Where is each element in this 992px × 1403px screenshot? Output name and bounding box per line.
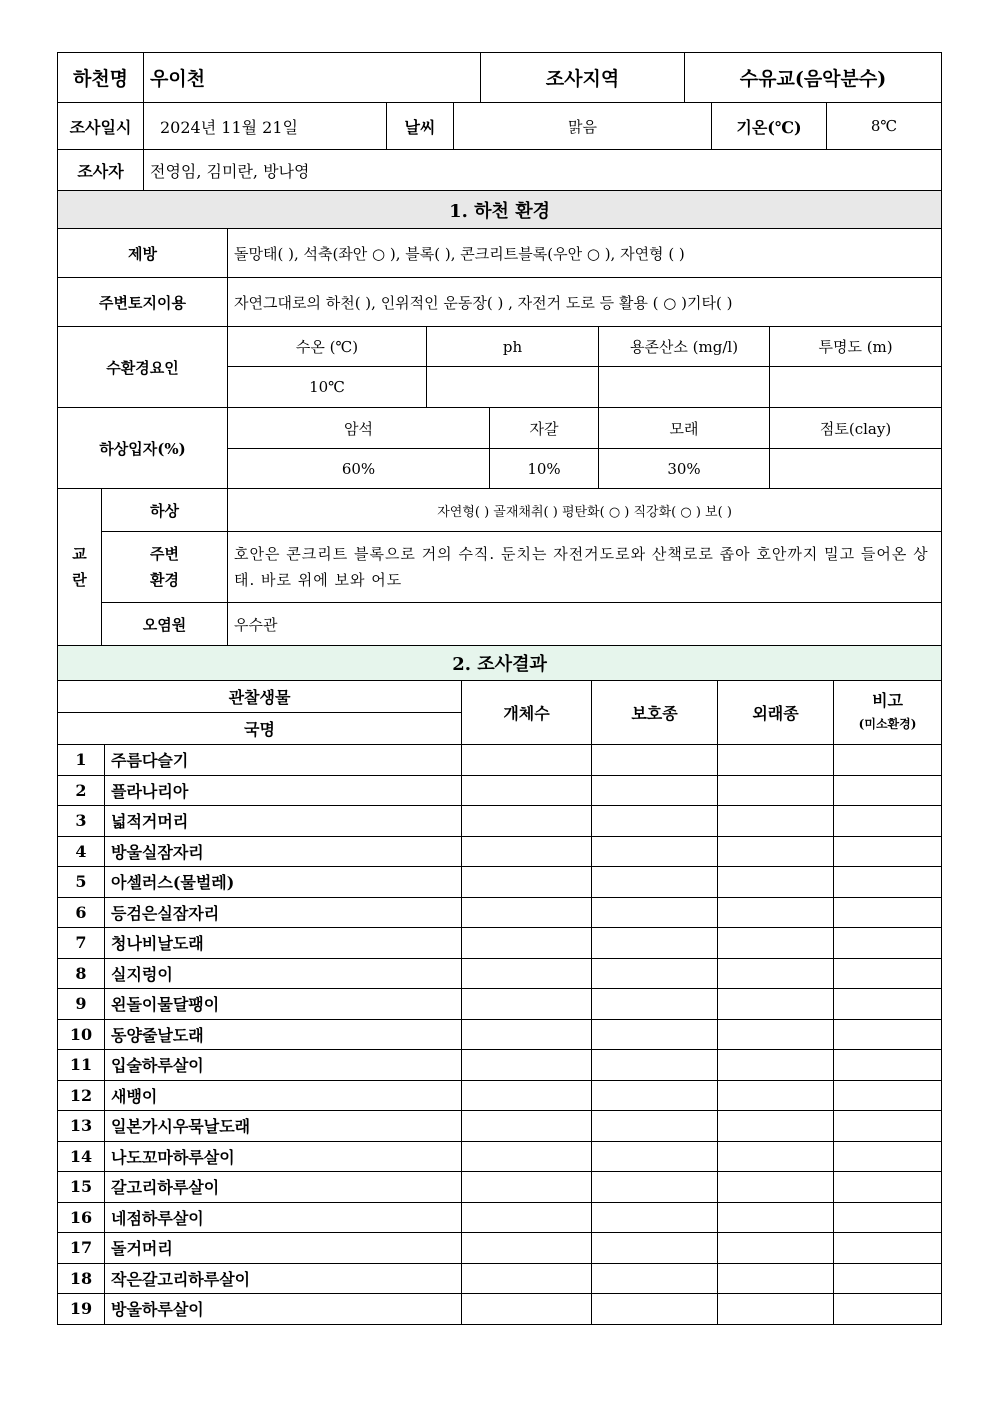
species-note-cell bbox=[834, 775, 942, 806]
species-note-cell bbox=[834, 1233, 942, 1264]
species-count-cell bbox=[462, 1294, 592, 1325]
table-row bbox=[58, 867, 942, 898]
species-alien-cell bbox=[718, 867, 834, 898]
species-note-cell bbox=[834, 989, 942, 1020]
species-number: 1 bbox=[58, 745, 105, 776]
disturbance-label bbox=[58, 489, 102, 646]
land-use-label: 주변토지이용 bbox=[58, 278, 228, 327]
table-row bbox=[58, 1080, 942, 1111]
section-title-results: 2. 조사결과 bbox=[58, 646, 942, 681]
species-protected-cell bbox=[592, 1294, 718, 1325]
species-number: 13 bbox=[58, 1111, 105, 1142]
species-note-cell bbox=[834, 745, 942, 776]
table-row bbox=[58, 836, 942, 867]
species-alien-cell bbox=[718, 745, 834, 776]
species-count-cell bbox=[462, 836, 592, 867]
species-note-cell bbox=[834, 1050, 942, 1081]
table-row bbox=[58, 928, 942, 959]
species-note-cell bbox=[834, 836, 942, 867]
water-factors-label: 수환경요인 bbox=[58, 327, 228, 408]
species-number: 12 bbox=[58, 1080, 105, 1111]
table-row bbox=[58, 1263, 942, 1294]
section-title-environment: 1. 하천 환경 bbox=[58, 191, 942, 229]
species-name: 작은갈고리하루살이 bbox=[105, 1263, 462, 1294]
water-header-do: 용존산소 (mg/l) bbox=[599, 327, 770, 367]
table-row bbox=[58, 989, 942, 1020]
species-count-cell bbox=[462, 958, 592, 989]
species-alien-cell bbox=[718, 1080, 834, 1111]
river-name-value: 우이천 bbox=[144, 53, 481, 103]
species-name: 실지렁이 bbox=[105, 958, 462, 989]
water-value-do bbox=[599, 367, 770, 408]
species-count-cell bbox=[462, 806, 592, 837]
species-alien-cell bbox=[718, 1111, 834, 1142]
species-name: 동양줄날도래 bbox=[105, 1019, 462, 1050]
species-protected-cell bbox=[592, 806, 718, 837]
species-count-cell bbox=[462, 1263, 592, 1294]
pollution-source-label: 오염원 bbox=[102, 603, 228, 646]
header-table-2 bbox=[57, 102, 942, 150]
species-alien-cell bbox=[718, 1019, 834, 1050]
species-name: 네점하루살이 bbox=[105, 1202, 462, 1233]
organism-header: 관찰생물 bbox=[58, 681, 462, 713]
species-name: 새뱅이 bbox=[105, 1080, 462, 1111]
species-count-cell bbox=[462, 928, 592, 959]
species-name: 넓적거머리 bbox=[105, 806, 462, 837]
alien-header: 외래종 bbox=[718, 681, 834, 745]
table-row bbox=[58, 806, 942, 837]
water-header-temp: 수온 (℃) bbox=[228, 327, 427, 367]
species-number: 19 bbox=[58, 1294, 105, 1325]
species-name: 돌거머리 bbox=[105, 1233, 462, 1264]
species-note-cell bbox=[834, 1019, 942, 1050]
species-protected-cell bbox=[592, 745, 718, 776]
species-count-cell bbox=[462, 1141, 592, 1172]
table-row bbox=[58, 897, 942, 928]
disturbance-label-2: 란 bbox=[72, 571, 87, 589]
species-alien-cell bbox=[718, 1172, 834, 1203]
bed-value-gravel: 10% bbox=[490, 449, 599, 489]
species-number: 3 bbox=[58, 806, 105, 837]
species-count-cell bbox=[462, 897, 592, 928]
species-name: 입술하루살이 bbox=[105, 1050, 462, 1081]
river-name-label: 하천명 bbox=[58, 53, 144, 103]
species-number: 9 bbox=[58, 989, 105, 1020]
survey-area-value: 수유교(음악분수) bbox=[685, 53, 942, 103]
species-protected-cell bbox=[592, 1080, 718, 1111]
species-protected-cell bbox=[592, 1111, 718, 1142]
table-row bbox=[58, 1172, 942, 1203]
note-header-sub: (미소환경) bbox=[858, 717, 917, 731]
water-value-temp: 10℃ bbox=[228, 367, 427, 408]
species-number: 11 bbox=[58, 1050, 105, 1081]
species-protected-cell bbox=[592, 1202, 718, 1233]
species-protected-cell bbox=[592, 1050, 718, 1081]
species-alien-cell bbox=[718, 1294, 834, 1325]
water-value-ph bbox=[427, 367, 599, 408]
species-number: 7 bbox=[58, 928, 105, 959]
table-row bbox=[58, 1141, 942, 1172]
korean-name-header: 국명 bbox=[58, 713, 462, 745]
species-note-cell bbox=[834, 1294, 942, 1325]
species-name: 등검은실잠자리 bbox=[105, 897, 462, 928]
species-name: 청나비날도래 bbox=[105, 928, 462, 959]
species-alien-cell bbox=[718, 806, 834, 837]
survey-date-value: 2024년 11월 21일 bbox=[144, 103, 387, 150]
count-header: 개체수 bbox=[462, 681, 592, 745]
species-alien-cell bbox=[718, 1233, 834, 1264]
species-note-cell bbox=[834, 1080, 942, 1111]
species-alien-cell bbox=[718, 958, 834, 989]
table-row bbox=[58, 1294, 942, 1325]
species-number: 16 bbox=[58, 1202, 105, 1233]
table-row bbox=[58, 1233, 942, 1264]
species-number: 14 bbox=[58, 1141, 105, 1172]
species-count-cell bbox=[462, 775, 592, 806]
species-protected-cell bbox=[592, 989, 718, 1020]
species-protected-cell bbox=[592, 958, 718, 989]
species-count-cell bbox=[462, 1019, 592, 1050]
species-number: 8 bbox=[58, 958, 105, 989]
header-table-3 bbox=[57, 149, 942, 191]
species-number: 6 bbox=[58, 897, 105, 928]
species-note-cell bbox=[834, 958, 942, 989]
species-name: 갈고리하루살이 bbox=[105, 1172, 462, 1203]
surroundings-label-1: 주변 bbox=[150, 545, 179, 563]
bed-header-gravel: 자갈 bbox=[490, 408, 599, 449]
survey-results-table bbox=[57, 645, 942, 1325]
species-note-cell bbox=[834, 1172, 942, 1203]
species-note-cell bbox=[834, 806, 942, 837]
note-header-title: 비고 bbox=[872, 691, 903, 710]
species-count-cell bbox=[462, 1202, 592, 1233]
species-count-cell bbox=[462, 1111, 592, 1142]
weather-value: 맑음 bbox=[454, 103, 712, 150]
species-name: 왼돌이물달팽이 bbox=[105, 989, 462, 1020]
bed-value-sand: 30% bbox=[599, 449, 770, 489]
species-count-cell bbox=[462, 745, 592, 776]
species-number: 5 bbox=[58, 867, 105, 898]
surroundings-value: 호안은 콘크리트 블록으로 거의 수직. 둔치는 자전거도로와 산책로로 좁아 호안까지 밀고 들어온 상태. 바로 위에 보와 어도 bbox=[228, 532, 942, 603]
water-header-ph: ph bbox=[427, 327, 599, 367]
species-note-cell bbox=[834, 1263, 942, 1294]
species-note-cell bbox=[834, 897, 942, 928]
surroundings-label-2: 환경 bbox=[150, 571, 179, 589]
species-protected-cell bbox=[592, 1233, 718, 1264]
bed-header-sand: 모래 bbox=[599, 408, 770, 449]
weather-label: 날씨 bbox=[387, 103, 454, 150]
species-note-cell bbox=[834, 1111, 942, 1142]
species-alien-cell bbox=[718, 928, 834, 959]
species-number: 15 bbox=[58, 1172, 105, 1203]
levee-label: 제방 bbox=[58, 229, 228, 278]
water-value-transparency bbox=[770, 367, 942, 408]
species-protected-cell bbox=[592, 1019, 718, 1050]
species-count-cell bbox=[462, 1172, 592, 1203]
species-name: 주름다슬기 bbox=[105, 745, 462, 776]
species-name: 일본가시우묵날도래 bbox=[105, 1111, 462, 1142]
species-list bbox=[58, 745, 942, 1325]
species-name: 플라나리아 bbox=[105, 775, 462, 806]
disturbance-label-1: 교 bbox=[72, 545, 87, 563]
table-row bbox=[58, 1111, 942, 1142]
species-note-cell bbox=[834, 867, 942, 898]
species-count-cell bbox=[462, 989, 592, 1020]
species-protected-cell bbox=[592, 928, 718, 959]
species-name: 방울하루살이 bbox=[105, 1294, 462, 1325]
species-number: 17 bbox=[58, 1233, 105, 1264]
species-note-cell bbox=[834, 928, 942, 959]
land-use-value: 자연그대로의 하천( ), 인위적인 운동장( ) , 자전거 도로 등 활용 ( ○ )기타( ) bbox=[228, 278, 942, 327]
species-protected-cell bbox=[592, 1172, 718, 1203]
species-number: 2 bbox=[58, 775, 105, 806]
riverbed-label: 하상 bbox=[102, 489, 228, 532]
pollution-source-value: 우수관 bbox=[228, 603, 942, 646]
table-row bbox=[58, 775, 942, 806]
bed-header-rock: 암석 bbox=[228, 408, 490, 449]
bed-value-rock: 60% bbox=[228, 449, 490, 489]
air-temp-value: 8℃ bbox=[827, 103, 942, 150]
species-name: 방울실잠자리 bbox=[105, 836, 462, 867]
table-row bbox=[58, 958, 942, 989]
species-note-cell bbox=[834, 1141, 942, 1172]
species-alien-cell bbox=[718, 836, 834, 867]
species-count-cell bbox=[462, 1050, 592, 1081]
surveyor-label: 조사자 bbox=[58, 150, 144, 191]
species-alien-cell bbox=[718, 989, 834, 1020]
table-row bbox=[58, 745, 942, 776]
surroundings-label bbox=[102, 532, 228, 603]
species-protected-cell bbox=[592, 775, 718, 806]
protected-header: 보호종 bbox=[592, 681, 718, 745]
air-temp-label: 기온(℃) bbox=[712, 103, 827, 150]
species-number: 10 bbox=[58, 1019, 105, 1050]
species-number: 18 bbox=[58, 1263, 105, 1294]
table-row bbox=[58, 1050, 942, 1081]
species-name: 나도꼬마하루살이 bbox=[105, 1141, 462, 1172]
species-alien-cell bbox=[718, 1050, 834, 1081]
bed-value-clay bbox=[770, 449, 942, 489]
riverbed-value: 자연형( ) 골재채취( ) 평탄화( ○ ) 직강화( ○ ) 보( ) bbox=[228, 489, 942, 532]
species-protected-cell bbox=[592, 836, 718, 867]
surveyor-value: 전영임, 김미란, 방나영 bbox=[144, 150, 942, 191]
survey-date-label: 조사일시 bbox=[58, 103, 144, 150]
species-protected-cell bbox=[592, 867, 718, 898]
species-note-cell bbox=[834, 1202, 942, 1233]
levee-value: 돌망태( ), 석축(좌안 ○ ), 블록( ), 콘크리트블록(우안 ○ ), 자연형 ( ) bbox=[228, 229, 942, 278]
species-name: 아셀러스(물벌레) bbox=[105, 867, 462, 898]
species-count-cell bbox=[462, 1233, 592, 1264]
survey-area-label: 조사지역 bbox=[481, 53, 685, 103]
header-table-1 bbox=[57, 52, 942, 103]
river-environment-table bbox=[57, 190, 942, 646]
note-header bbox=[834, 681, 942, 745]
species-count-cell bbox=[462, 1080, 592, 1111]
species-alien-cell bbox=[718, 1141, 834, 1172]
species-protected-cell bbox=[592, 897, 718, 928]
species-alien-cell bbox=[718, 897, 834, 928]
species-alien-cell bbox=[718, 1263, 834, 1294]
species-alien-cell bbox=[718, 1202, 834, 1233]
table-row bbox=[58, 1202, 942, 1233]
species-alien-cell bbox=[718, 775, 834, 806]
species-number: 4 bbox=[58, 836, 105, 867]
species-count-cell bbox=[462, 867, 592, 898]
species-protected-cell bbox=[592, 1141, 718, 1172]
species-protected-cell bbox=[592, 1263, 718, 1294]
survey-form bbox=[57, 52, 941, 1325]
bed-header-clay: 점토(clay) bbox=[770, 408, 942, 449]
water-header-transparency: 투명도 (m) bbox=[770, 327, 942, 367]
table-row bbox=[58, 1019, 942, 1050]
bed-particle-label: 하상입자(%) bbox=[58, 408, 228, 489]
